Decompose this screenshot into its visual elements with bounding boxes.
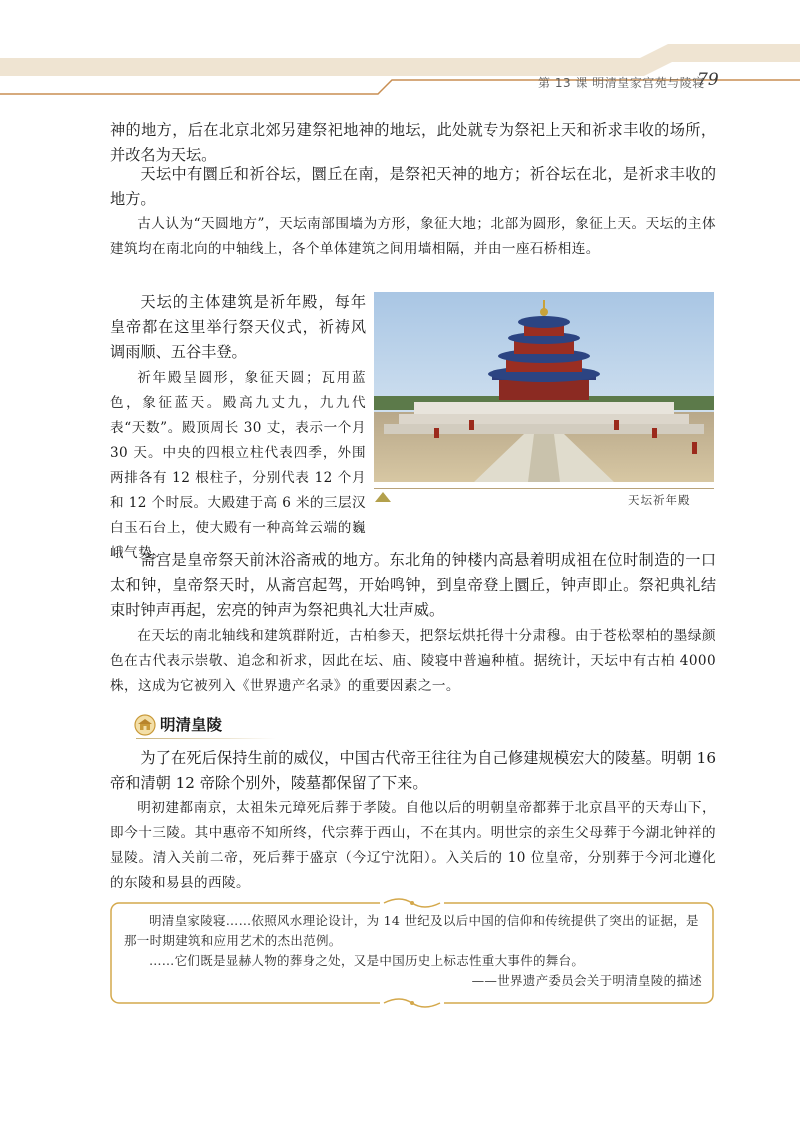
paragraph-2: 天坛中有圜丘和祈谷坛，圜丘在南，是祭祀天神的地方；祈谷坛在北，是祈求丰收的地方。 [110, 165, 716, 208]
lesson-title: 第 13 课 明清皇家宫苑与陵寝 [538, 76, 705, 90]
paragraph-7: 在天坛的南北轴线和建筑群附近，古柏参天，把祭坛烘托得十分肃穆。由于苍松翠柏的墨绿颜色在古代表示崇敬、追念和祈求，因此在坛、庙、陵寝中普遍种植。据统计，天坛中有古柏 4000 株，这成为它被列入《世界遗产名录》的重要因素之一。 [110, 628, 716, 694]
quote-attribution: ——世界遗产委员会关于明清皇陵的描述 [471, 973, 702, 988]
paragraph-8: 为了在死后保持生前的威仪，中国古代帝王往往为自己修建规模宏大的陵墓。明朝 16 帝和清朝 12 帝除个别外，陵墓都保留了下来。 [110, 749, 716, 792]
section-title: 明清皇陵 [160, 716, 223, 734]
paragraph-3: 古人认为“天圆地方”，天坛南部围墙为方形，象征大地；北部为圆形，象征上天。天坛的主体建筑均在南北向的中轴线上，各个单体建筑之间用墙相隔，并由一座石桥相连。 [110, 216, 716, 257]
paragraph-6: 斋宫是皇帝祭天前沐浴斋戒的地方。东北角的钟楼内高悬着明成祖在位时制造的一口太和钟，皇帝祭天时，从斋宫起驾，开始鸣钟，到皇帝登上圜丘，钟声即止。祭祀典礼结束时钟声再起，宏亮的钟声为祭祀典礼大壮声威。 [110, 551, 716, 619]
caption-triangle-icon [375, 492, 391, 502]
page-number: 79 [697, 70, 719, 90]
paragraph-4: 天坛的主体建筑是祈年殿，每年皇帝都在这里举行祭天仪式，祈祷风调雨顺、五谷丰登。 [110, 293, 366, 361]
photo-caption: 天坛祈年殿 [628, 493, 691, 507]
quote-line-1: 明清皇家陵寝……依照风水理论设计，为 14 世纪及以后中国的信仰和传统提供了突出的证据，是那一时期建筑和应用艺术的杰出范例。 [124, 913, 699, 948]
section-underline [136, 738, 276, 739]
paragraph-1: 神的地方，后在北京北郊另建祭祀地神的地坛，此处就专为祭祀上天和祈求丰收的场所，并改名为天坛。 [110, 121, 716, 164]
paragraph-9: 明初建都南京，太祖朱元璋死后葬于孝陵。自他以后的明朝皇帝都葬于北京昌平的天寿山下，即今十三陵。其中惠帝不知所终，代宗葬于西山，不在其内。明世宗的亲生父母葬于今湖北钟祥的显陵。清入关前二帝，死后葬于盛京（今辽宁沈阳）。入关后的 10 位皇帝，分别葬于今河北遵化的东陵和易县的西陵。 [110, 800, 716, 891]
palace-emblem-icon [134, 714, 156, 736]
quote-line-2: ……它们既是显赫人物的葬身之处，又是中国历史上标志性重大事件的舞台。 [149, 953, 585, 968]
paragraph-5: 祈年殿呈圆形，象征天圆；瓦用蓝色，象征蓝天。殿高九丈九，九九代表“天数”。殿顶周长 30 丈，表示一个月 30 天。中央的四根立柱代表四季，外围两排各有 12 根柱子，分别代表 12 个月和 12 个时辰。大殿建于高 6 米的三层汉白玉石台上，使大殿有一种高耸云端的巍峨气势。 [110, 370, 366, 561]
temple-of-heaven-photo [374, 292, 714, 482]
